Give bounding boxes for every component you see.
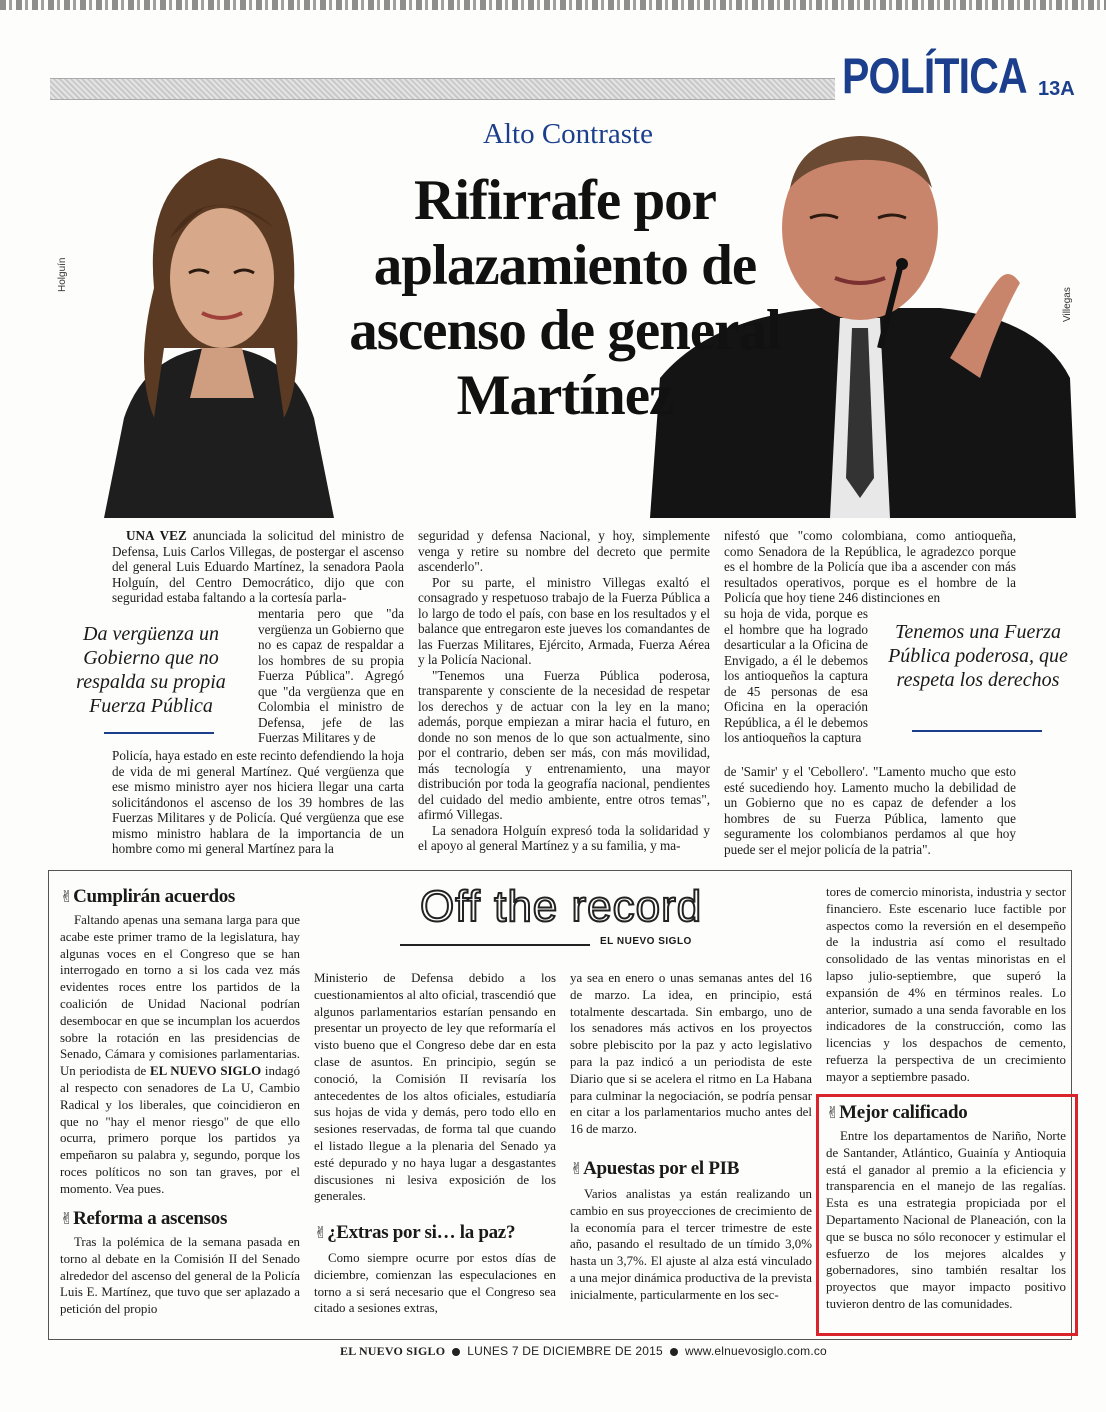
otr-section-5 [826, 1128, 1066, 1313]
article-text: su hoja de vida, porque es el hombre que ha logrado desarticular a la Oficina de Envigado, a él le debemos los antioqueños la captura de 45 personas de esa Oficina en la operación República, a él le debemos los antioqueños la captura [724, 606, 868, 745]
pull-quote-right: Tenemos una Fuerza Pública poderosa, que respeta los derechos [888, 621, 1068, 691]
article-col-3 [724, 528, 1016, 606]
article-text: seguridad y defensa Nacional, y hoy, simplemente venga y retire su nombre del decreto que permite ascenderlo". [418, 528, 710, 574]
article-text: Policía, haya estado en este recinto defendiendo la hoja de vida de mi general Martínez. Qué vergüenza que ese mismo ministro ayer nos hiciera llegar una carta solicitándonos el ascenso de los 39 hombres de las Fuerzas Militares y de Policía. Qué vergüenza que ese mismo ministro hablara de la importancia de un hombre como mi general Martínez para la [112, 748, 404, 856]
article-text: anunciada la solicitud del ministro de Defensa, Luis Carlos Villegas, de postergar el ascenso del general Luis Eduardo Martínez, la senadora Paola Holguín, del Centro Democrático, dijo que con seguridad estaba faltando a la cortesía parla- [112, 528, 404, 605]
article-text: La senadora Holguín expresó toda la solidaridad y el apoyo al general Martínez y a su familia, y ma- [418, 822, 710, 853]
section-bar [50, 78, 835, 100]
subhead-text: ¿Extras por si… la paz? [327, 1222, 516, 1243]
otr-section-4 [570, 1186, 812, 1304]
photo-credit-left: Holguín [57, 257, 68, 292]
subhead-text: Apuestas por el PIB [583, 1158, 740, 1179]
footer-date: LUNES 7 DE DICIEMBRE DE 2015 [467, 1344, 663, 1358]
pull-quote-rule [912, 730, 1042, 732]
article-text: mentaria pero que "da vergüenza un Gobierno que no es capaz de respaldar a los hombres de su propia Fuerza Pública". Agregó que "da vergüenza que en Colombia el ministro de Defensa, jefe de las Fuerzas Militares y de [258, 606, 404, 745]
pull-quote-left: Da vergüenza un Gobierno que no respalda su propia Fuerza Pública [76, 623, 226, 717]
footer-brand: EL NUEVO SIGLO [340, 1344, 446, 1358]
footer [340, 1344, 827, 1359]
victory-hand-icon: ✌ [826, 1103, 840, 1122]
victory-hand-icon: ✌ [60, 887, 74, 906]
otr-section-1 [60, 912, 300, 1198]
otr-section-3-cont [570, 970, 812, 1138]
lead-in: UNA VEZ [126, 528, 187, 543]
top-cut-strip [0, 0, 1106, 10]
subhead-apuestas [570, 1158, 739, 1180]
otr-text: Faltando apenas una semana larga para que acabe este primer tramo de la legislatura, hay algunas voces en el Congreso que se han interrogado en torno a si los cada vez más evidentes roces entre los partidos de la coalición de Unidad Nacional podrían desembocar en que se incumplan los acuerdos sobre la rotación en las presidencias de Senado, Cámara y comisiones parlamentarias. Un periodista de [60, 913, 300, 1079]
otr-section-3 [314, 1250, 556, 1317]
victory-hand-icon: ✌ [60, 1209, 74, 1228]
off-the-record-title: Off the record [420, 882, 703, 931]
otr-bold: EL NUEVO SIGLO [150, 1064, 262, 1079]
footer-url[interactable]: www.elnuevosiglo.com.co [684, 1344, 827, 1358]
page-number: 13A [1038, 78, 1075, 100]
kicker: Alto Contraste [483, 118, 653, 150]
bullet-icon [670, 1348, 678, 1356]
subhead-mejor [826, 1102, 967, 1124]
otr-text: Ministerio de Defensa debido a los cuestionamientos al alto oficial, trascendió que algunos parlamentarios estarían pensando en presentar un proyecto de ley que reformaría el visto bueno que el Congreso debe dar en esta clase de asuntos. En principio, según se conoció, la Comisión II revisaría los antecedentes de los altos oficiales, estudiaría sus hojas de vida y demás, pero todo ello en sesiones reservadas, de forma tal que cuando el listado llegue a la plenaria del Senado ya esté depurado y no haya lugar a desgastantes discusiones ni lesiva exposición de los generales. [314, 971, 556, 1204]
subhead-reforma [60, 1208, 227, 1230]
otr-section-2-cont [314, 970, 556, 1205]
off-the-record-rule [400, 944, 590, 946]
photo-holguin [84, 118, 354, 518]
subhead-extras [314, 1222, 515, 1244]
article-col-2 [418, 528, 710, 854]
subhead-text: Mejor calificado [839, 1102, 968, 1123]
otr-text: Entre los departamentos de Nariño, Norte de Santander, Atlántico, Guainía y Antioquia está el ganador al premio a la eficiencia y transparencia en el manejo de las regalías. Esta es una estrategia propiciada por el Departamento Nacional de Planeación, con la que se busca no sólo reconocer y estimular el esfuerzo de los mejores alcaldes y gobernadores, sino también resaltar los proyectos que mayor impacto positivo tuvieron dentro de las comunidades. [826, 1129, 1066, 1311]
article-col-3-cont [724, 764, 1016, 857]
article-text: "Tenemos una Fuerza Pública poderosa, transparente y consciente de la necesidad de respetar los derechos y de actuar con la ley en la mano; además, porque empiezan a mirar hacia el futuro, en donde no son menos de lo que son actualmente, sino por el contrario, deben ser más, con más movilidad, más tecnología y entrenamiento, una mayor distribución por toda la geografía nacional, pendientes del cuidado del medio ambiente, entre otros temas", afirmó Villegas. [418, 667, 710, 822]
article-col-1-wrap [258, 606, 404, 746]
pull-quote-rule [104, 732, 214, 734]
otr-text: tores de comercio minorista, industria y sector financiero. Este escenario luce factible por aspectos como la reversión en el desempeño de la industria así como el resultado consolidado de las ventas minoristas en el lapso julio-septiembre, que superó la expansión de 4% en términos reales. Lo anterior, sumado a una senda favorable en los indicadores de la construcción, como las licencias y los despachos de cemento, refuerza la perspectiva de un crecimiento mayor a septiembre pasado. [826, 885, 1066, 1084]
bullet-icon [452, 1348, 460, 1356]
article-text: Por su parte, el ministro Villegas exaltó el consagrado y respetuoso trabajo de la Fuerza Pública a lo largo de todo el país, con base en los resultados y el balance que entregaron este jueves los comandantes de las Fuerzas Militares, Ejército, Armada, Fuerza Aérea y la Policía Nacional. [418, 574, 710, 667]
victory-hand-icon: ✌ [314, 1223, 328, 1242]
article-col-1-cont [112, 748, 404, 857]
article-text: de 'Samir' y el 'Cebollero'. "Lamento mucho que esto esté sucediendo hoy. Lamento mucho la debilidad de un Gobierno que no es capaz de defender a los hombres de su Fuerza Pública, lamento que seguramente los colombianos perdamos al que hoy puede ser el mejor policía de la patria". [724, 764, 1016, 857]
otr-text: Tras la polémica de la semana pasada en torno al debate en la Comisión II del Senado alrededor del ascenso del general de la Policía Luis E. Martínez, que tuvo que ser aplazado a petición del propio [60, 1235, 300, 1317]
article-text: nifestó que "como colombiana, como antioqueña, como Senadora de la República, le agradezco porque es el hombre de la Policía que iba a ascender con más resultados operativos, porque es el hombre de la Policía que hoy tiene 246 distinciones en [724, 528, 1016, 605]
article-col-3-wrap [724, 606, 868, 746]
otr-section-4-cont [826, 884, 1066, 1086]
victory-hand-icon: ✌ [570, 1159, 584, 1178]
otr-text: Varios analistas ya están realizando un cambio en sus proyecciones de crecimiento de la economía para el tercer trimestre de este año, pasando el resultado de un tímido 3,0% hasta un 3,7%. El ajuste al alza está vinculado a una mejor dinámica productiva de la prevista inicialmente, particularmente en los sec- [570, 1187, 812, 1302]
otr-section-2 [60, 1234, 300, 1318]
section-title: POLÍTICA [842, 48, 1027, 104]
article-col-1 [112, 528, 404, 606]
subhead-text: Cumplirán acuerdos [73, 886, 236, 907]
otr-text: indagó al respecto con senadores de La U, Cambio Radical y los liberales, que coincidieron en que no "hay el menor riesgo" de que ello ocurra, primero porque los partidos ya empeñaron su palabra y, segundo, porque los roces políticos no son tan graves, por el momento. Vea pues. [60, 1064, 301, 1196]
headline: Rifirrafe por aplazamiento de ascenso de general Martínez [349, 169, 781, 427]
subhead-text: Reforma a ascensos [73, 1208, 228, 1229]
otr-text: ya sea en enero o unas semanas antes del 16 de marzo. La idea, en principio, está totalmente descartada. Sin embargo, uno de los senadores más activos en los proyectos sobre plebiscito por la paz y acto legislativo para la paz indicó a un periodista de este Diario que si se acelera el ritmo en La Habana para culminar la negociación, se podría pensar en citar a los parlamentarios mucho antes del 16 de marzo. [570, 971, 812, 1137]
off-the-record-brand: EL NUEVO SIGLO [600, 936, 692, 947]
otr-text: Como siempre ocurre por estos días de diciembre, comienzan las especulaciones en torno a si será necesario que el Congreso sea citado a sesiones extras, [314, 1251, 556, 1316]
photo-credit-right: Villegas [1062, 287, 1073, 322]
subhead-cumpliran [60, 886, 235, 908]
